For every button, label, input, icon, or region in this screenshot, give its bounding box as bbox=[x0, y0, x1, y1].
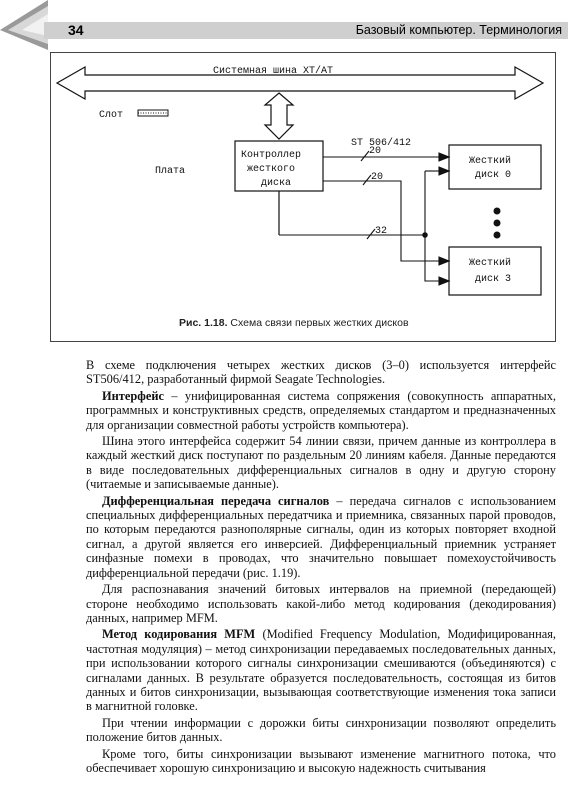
controller-label-1: Контроллер bbox=[241, 150, 302, 161]
board-label: Плата bbox=[155, 166, 186, 177]
dot-icon bbox=[494, 232, 501, 239]
wires-32-label: 32 bbox=[375, 226, 388, 237]
paragraph-2 bbox=[86, 389, 556, 432]
paragraph-5: Для распознавания значений битовых интервалов на приемной (передающей) стороне необходимо использовать какой-либо метод кодирования (декодирования) данных, например MFM. bbox=[86, 582, 556, 625]
body-text bbox=[86, 358, 556, 777]
paragraph-4-text: – передача сигналов с использованием специальных дифференциальных передатчика и приемника, связанных парой проводов, по которым передаются разнополярные сигналы, один из которых повторяет входной сигнал, а другой является его инверсией. Дифференциальный приемник устраняет синфазные помехи в проводах, что значительно повышает помехоустойчивость дифференциальной передачи (рис. 1.19). bbox=[86, 493, 556, 580]
paragraph-6 bbox=[86, 627, 556, 713]
paragraph-7: При чтении информации с дорожки биты синхронизации позволяют определить положение битов данных. bbox=[86, 715, 556, 745]
paragraph-8: Кроме того, биты синхронизации вызывают изменение магнитного потока, что обеспечивает хорошую синхронизацию и высокую надежность считывания bbox=[86, 746, 556, 775]
controller-label-2: жесткого bbox=[247, 164, 296, 175]
disk0-label-2: диск 0 bbox=[475, 170, 512, 181]
figure-caption-number: Рис. 1.18. bbox=[179, 317, 228, 329]
term-interface: Интерфейс bbox=[102, 388, 164, 403]
interface-label: ST 506/412 bbox=[351, 138, 412, 149]
slot-label: Слот bbox=[99, 110, 124, 121]
disk3-box bbox=[449, 247, 541, 295]
paragraph-6-text: (Modified Frequency Modulation, Модифицированная, частотная модуляция) – метод синхронизации передаваемых последовательных данных, при использовании которого сигналы синхронизации смешиваются (объединяются) с сигналами данных. В результате образуется последовательность, состоящая из битов данных и битов синхронизации, вызывающая соответствующие изменения тока записи в магнитной головке. bbox=[86, 627, 556, 714]
term-mfm: Метод кодирования MFM bbox=[102, 627, 256, 642]
page-number: 34 bbox=[68, 22, 84, 38]
paragraph-3: Шина этого интерфейса содержит 54 линии связи, причем данные из контроллера в каждый жесткий диск поступают по раздельным 20 линиям кабеля. Данные передаются в виде последовательных дифференциальных сигналов в одну и другую сторону (читаемые и записываемые данные). bbox=[86, 434, 556, 492]
figure-diagram bbox=[50, 52, 556, 342]
paragraph-2-text: – унифицированная система сопряжения (совокупность аппаратных, программных и конструктивных средств, определяемых стандартом и предназначенных для организации совместной работы устройств компьютера). bbox=[86, 388, 556, 432]
disk0-box bbox=[449, 145, 541, 189]
wires-20-label-a: 20 bbox=[369, 146, 382, 157]
wire-20-disk0 bbox=[323, 151, 449, 161]
dot-icon bbox=[494, 220, 501, 227]
system-bus-label: Системная шина XT/AT bbox=[213, 66, 334, 77]
bus-controller-arrow bbox=[265, 93, 293, 139]
disk3-label-1: Жесткий bbox=[469, 258, 512, 269]
paragraph-1: В схеме подключения четырех жестких дисков (3–0) используется интерфейс ST506/412, разработанный фирмой Seagate Technologies. bbox=[86, 358, 556, 387]
figure-caption-text: Схема связи первых жестких дисков bbox=[230, 317, 409, 329]
term-differential: Дифференциальная передача сигналов bbox=[102, 493, 330, 508]
figure-caption bbox=[179, 317, 409, 329]
wires-20-label-b: 20 bbox=[371, 172, 384, 183]
wire-20-disk3 bbox=[323, 175, 449, 265]
chapter-title: Базовый компьютер. Терминология bbox=[355, 23, 562, 37]
dot-icon bbox=[494, 208, 501, 215]
disk3-label-2: диск 3 bbox=[475, 274, 512, 285]
disk0-label-1: Жесткий bbox=[469, 156, 512, 167]
page-header bbox=[0, 0, 568, 50]
controller-label-3: диска bbox=[261, 178, 292, 189]
paragraph-4 bbox=[86, 494, 556, 580]
block-diagram bbox=[51, 53, 557, 343]
